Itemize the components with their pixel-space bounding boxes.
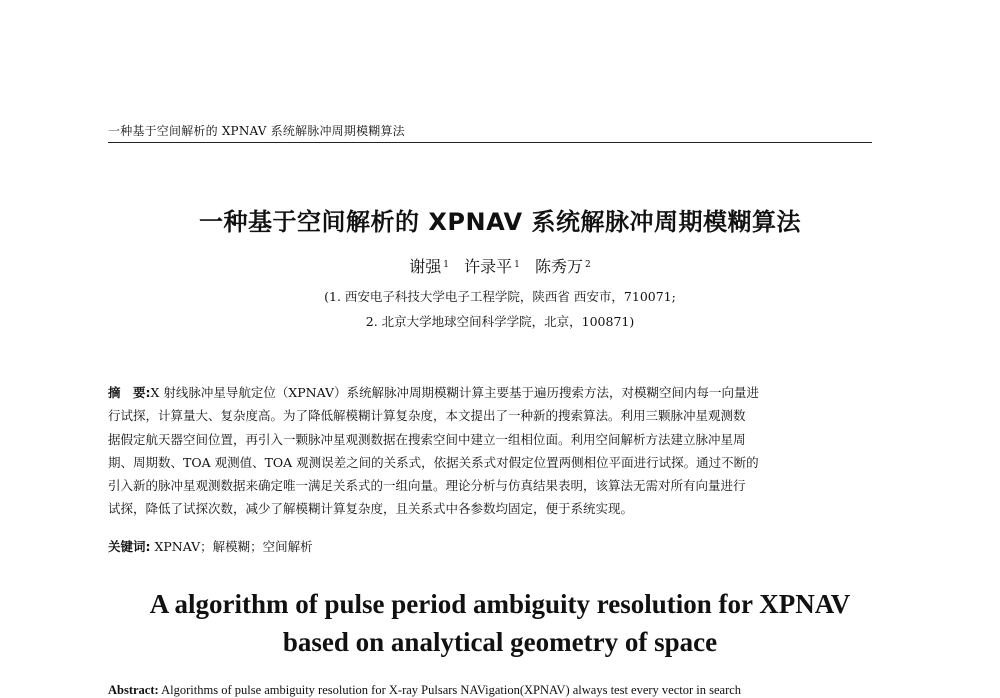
abstract-line: 期、周期数、TOA 观测值、TOA 观测误差之间的关系式，依据关系式对假定位置两侧相位平面进行试探。通过不断的 [108, 454, 759, 470]
affiliation-marker: 1 [514, 260, 520, 270]
affiliation-marker: 1 [443, 260, 450, 270]
english-abstract-text: Algorithms of pulse ambiguity resolution for X-ray Pulsars NAVigation(XPNAV) always test every vector in search [161, 683, 742, 697]
abstract-line: 试探，降低了试探次数，减少了解模糊计算复杂度，且关系式中各参数均固定，便于系统实现。 [108, 501, 634, 517]
english-abstract [108, 682, 898, 698]
english-title-line-2: based on analytical geometry of space [282, 627, 718, 657]
author [409, 257, 449, 276]
english-abstract-label: Abstract: [108, 683, 159, 697]
author-name: 陈秀万 [534, 257, 583, 276]
english-title-line-1: A algorithm of pulse period ambiguity resolution for XPNAV [149, 589, 851, 619]
english-title [0, 585, 1000, 661]
keywords-text: XPNAV；解模糊；空间解析 [154, 539, 313, 554]
chinese-abstract [108, 381, 872, 521]
abstract-text: X 射线脉冲星导航定位（XPNAV）系统解脉冲周期模糊计算主要基于遍历搜索方法，对模糊空间内每一向量进 [150, 385, 760, 400]
keywords [108, 538, 872, 556]
keywords-label: 关键词: [108, 539, 151, 554]
affiliation-line: 2. 北京大学地球空间科学学院，北京，100871) [365, 314, 635, 329]
abstract-line: 引入新的脉冲星观测数据来确定唯一满足关系式的一组向量。理论分析与仿真结果表明，该算法无需对所有向量进行 [108, 478, 746, 494]
chinese-title: 一种基于空间解析的 XPNAV 系统解脉冲周期模糊算法 [199, 208, 801, 236]
author [464, 257, 520, 276]
abstract-label: 摘 要: [108, 385, 151, 400]
abstract-line: 据假定航天器空间位置，再引入一颗脉冲星观测数据在搜索空间中建立一组相位面。利用空间解析方法建立脉冲星周 [108, 431, 746, 447]
author-list [0, 256, 1000, 278]
abstract-line [108, 381, 872, 404]
affiliation-line: (1. 西安电子科技大学电子工程学院，陕西省 西安市，710071; [324, 289, 676, 304]
abstract-line: 行试探，计算量大、复杂度高。为了降低解模糊计算复杂度，本文提出了一种新的搜索算法。利用三颗脉冲星观测数 [108, 408, 746, 424]
author [535, 257, 591, 276]
affiliation-marker: 2 [584, 260, 591, 270]
author-name: 谢强 [409, 257, 442, 276]
author-name: 许录平 [464, 257, 513, 276]
running-header: 一种基于空间解析的 XPNAV 系统解脉冲周期模糊算法 [108, 123, 872, 143]
